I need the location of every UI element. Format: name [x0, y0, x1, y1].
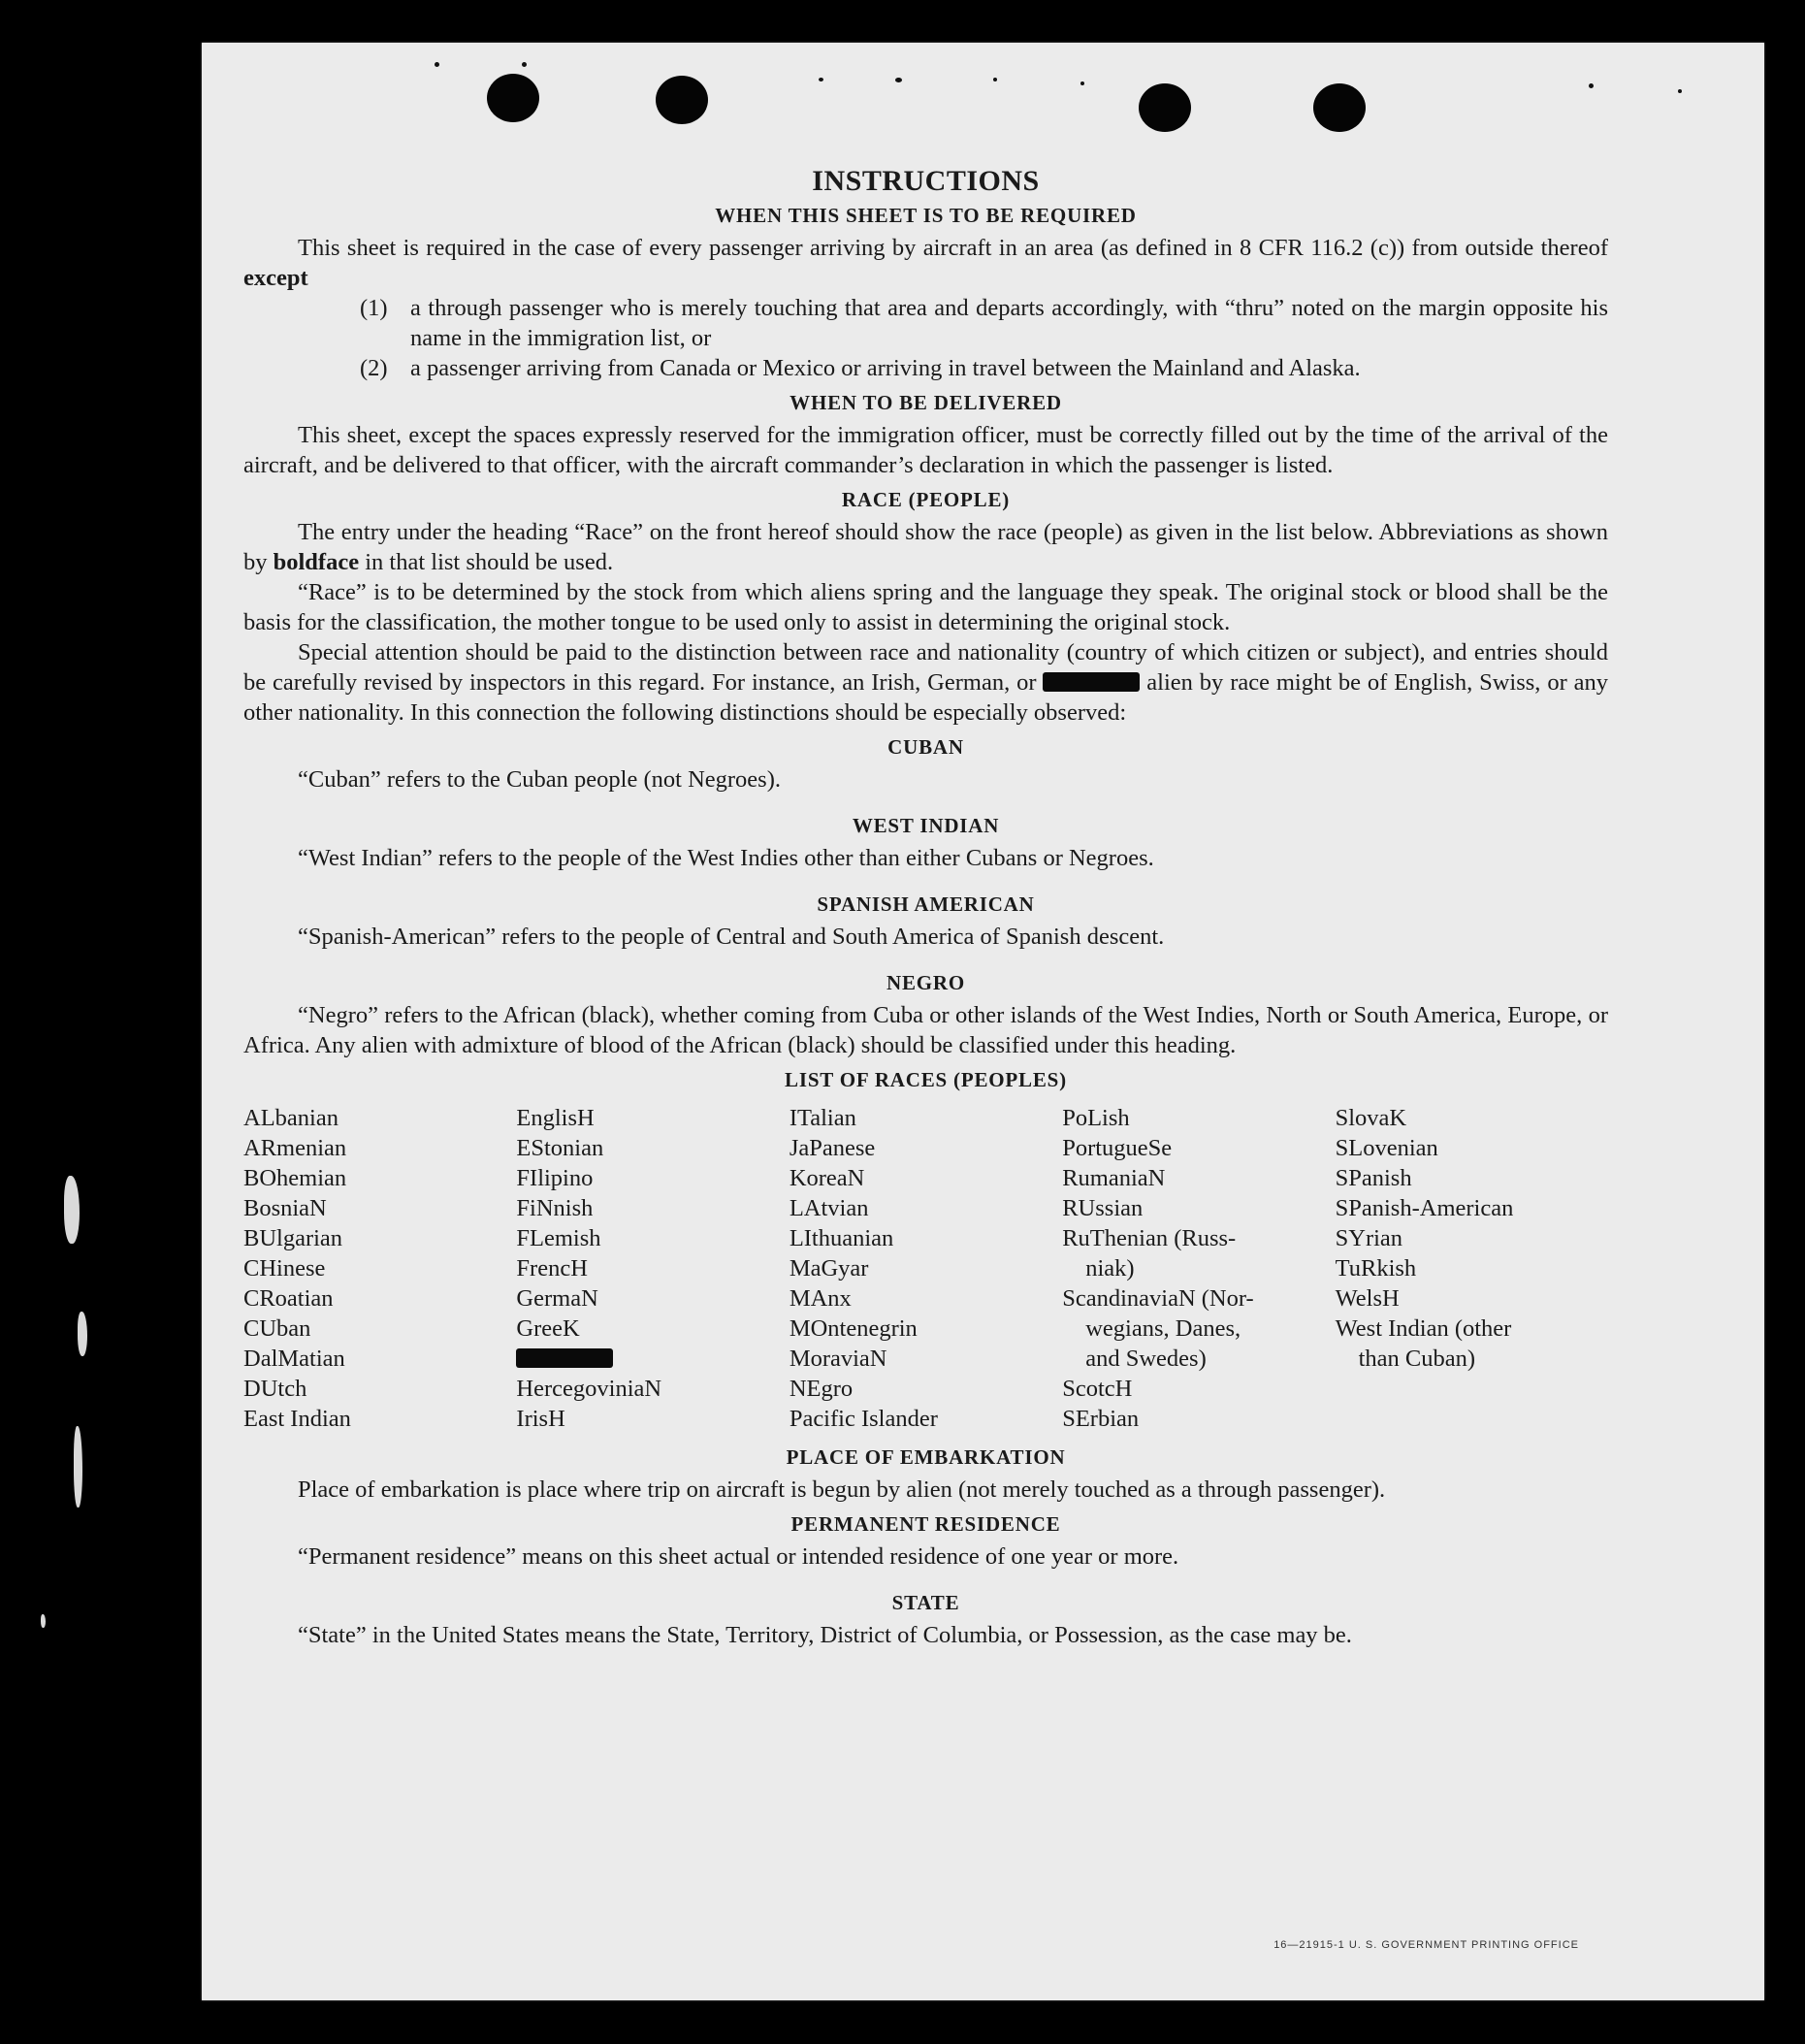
race-entry: LAtvian: [789, 1195, 869, 1221]
race-entry: GermaN: [516, 1285, 598, 1312]
race-entry: SLovenian: [1335, 1135, 1438, 1161]
race-entry: SYrian: [1335, 1225, 1403, 1251]
state-text: “State” in the United States means the State, Territory, District of Columbia, or Possession, as the case may be.: [298, 1622, 1352, 1648]
heading-negro: NEGRO: [886, 971, 965, 994]
speck: [435, 62, 439, 67]
film-scratch: [64, 1176, 80, 1244]
race-entry: CUban: [243, 1315, 311, 1342]
film-scratch: [41, 1614, 46, 1628]
speck: [522, 62, 527, 67]
cuban-text: “Cuban” refers to the Cuban people (not Negroes).: [298, 766, 781, 793]
race-paragraph-1: The entry under the heading “Race” on the front hereof should show the race (people) as given in the list below. Abbreviations as shown by boldface in that list should be used.: [243, 519, 1608, 575]
races-column: [243, 1103, 516, 1434]
race-entry: HercegoviniaN: [516, 1376, 662, 1402]
heading-delivered: WHEN TO BE DELIVERED: [790, 391, 1062, 414]
race-entry: MaGyar: [789, 1255, 869, 1282]
heading-spanish-american: SPANISH AMERICAN: [817, 892, 1035, 916]
race-entry: ARmenian: [243, 1135, 347, 1161]
race-entry: LIthuanian: [789, 1225, 894, 1251]
race-entry-redacted: [516, 1344, 789, 1374]
embarkation-text: Place of embarkation is place where trip on aircraft is begun by alien (not merely touched as a through passenger).: [298, 1476, 1386, 1503]
races-column: [790, 1103, 1062, 1434]
heading-list-of-races: LIST OF RACES (PEOPLES): [785, 1068, 1067, 1091]
race-entry: SPanish: [1335, 1165, 1412, 1191]
race-entry: RuThenian (Russ-: [1062, 1225, 1237, 1251]
film-scratch: [78, 1312, 87, 1356]
race-entry: FIlipino: [516, 1165, 594, 1191]
page-title: INSTRUCTIONS: [812, 165, 1040, 197]
race-entry: East Indian: [243, 1406, 351, 1432]
race-entry: CHinese: [243, 1255, 326, 1282]
required-item: (2) a passenger arriving from Canada or Mexico or arriving in travel between the Mainland and Alaska.: [360, 355, 1361, 381]
heading-state: STATE: [891, 1591, 960, 1614]
speck: [1678, 89, 1682, 93]
race-entry: ALbanian: [243, 1105, 338, 1131]
race-paragraph-3: Special attention should be paid to the distinction between race and nationality (country of which citizen or subject), and entries should be carefully revised by inspectors in this regard. For instance, an Irish, German, or alien by race might be of English, Swiss, or any other nationality. In this connection the following distinctions should be especially observed:: [243, 639, 1608, 726]
race-entry: WelsH: [1335, 1285, 1400, 1312]
race-entry: NEgro: [789, 1376, 854, 1402]
races-list: [243, 1103, 1608, 1434]
race-entry: SlovaK: [1335, 1105, 1407, 1131]
race-entry: Pacific Islander: [789, 1406, 938, 1432]
race-entry: EnglisH: [516, 1105, 595, 1131]
speck: [1080, 81, 1084, 85]
west-indian-text: “West Indian” refers to the people of the West Indies other than either Cubans or Negroes.: [298, 845, 1154, 871]
spanish-american-text: “Spanish-American” refers to the people of Central and South America of Spanish descent.: [298, 924, 1165, 950]
instructions-content: [243, 163, 1608, 1650]
race-entry: than Cuban): [1358, 1346, 1476, 1372]
race-entry: MoraviaN: [789, 1346, 887, 1372]
required-intro: This sheet is required in the case of every passenger arriving by aircraft in an area (as defined in 8 CFR 116.2 (c)) from outside thereof except: [243, 235, 1608, 291]
race-entry: SPanish-American: [1335, 1195, 1514, 1221]
race-entry: CRoatian: [243, 1285, 334, 1312]
race-entry: RumaniaN: [1062, 1165, 1166, 1191]
required-item: (1) a through passenger who is merely touching that area and departs accordingly, with “thru” noted on the margin opposite his name in the immigration list, or: [360, 295, 1608, 351]
race-entry: TuRkish: [1335, 1255, 1417, 1282]
race-entry: MOntenegrin: [789, 1315, 918, 1342]
race-entry: DalMatian: [243, 1346, 345, 1372]
race-entry: BUlgarian: [243, 1225, 343, 1251]
negro-text: “Negro” refers to the African (black), whether coming from Cuba or other islands of the West Indies, North or South America, Europe, or Africa. Any alien with admixture of blood of the African (black) should be classified under this heading.: [243, 1002, 1608, 1058]
race-entry: PortugueSe: [1062, 1135, 1173, 1161]
punch-hole: [487, 74, 539, 122]
residence-text: “Permanent residence” means on this sheet actual or intended residence of one year or more.: [298, 1543, 1179, 1570]
race-entry: DUtch: [243, 1376, 307, 1402]
redaction-mark: [1043, 672, 1140, 692]
delivered-text: This sheet, except the spaces expressly reserved for the immigration officer, must be correctly filled out by the time of the arrival of the aircraft, and be delivered to that officer, with the aircraft commander’s declaration in which the passenger is listed.: [243, 422, 1608, 478]
race-entry: FrencH: [516, 1255, 588, 1282]
race-entry: SErbian: [1062, 1406, 1140, 1432]
speck: [895, 78, 902, 82]
race-entry: wegians, Danes,: [1085, 1315, 1241, 1342]
race-entry: PoLish: [1062, 1105, 1130, 1131]
race-entry: JaPanese: [789, 1135, 876, 1161]
race-entry: EStonian: [516, 1135, 604, 1161]
redaction-mark: [516, 1348, 613, 1368]
heading-residence: PERMANENT RESIDENCE: [790, 1512, 1061, 1536]
heading-embarkation: PLACE OF EMBARKATION: [786, 1445, 1066, 1469]
race-entry: West Indian (other: [1335, 1315, 1512, 1342]
heading-race: RACE (PEOPLE): [841, 488, 1011, 511]
speck: [993, 78, 997, 81]
races-column: [1336, 1103, 1608, 1434]
race-entry: GreeK: [516, 1315, 580, 1342]
punch-hole: [1139, 83, 1191, 132]
document-sheet: [202, 43, 1764, 2000]
race-entry: and Swedes): [1085, 1346, 1207, 1372]
race-entry: BOhemian: [243, 1165, 347, 1191]
printing-office-footer: 16—21915-1 U. S. GOVERNMENT PRINTING OFFICE: [1273, 1939, 1579, 1951]
heading-required: WHEN THIS SHEET IS TO BE REQUIRED: [715, 204, 1137, 227]
race-entry: RUssian: [1062, 1195, 1144, 1221]
races-column: [516, 1103, 789, 1434]
race-entry: IrisH: [516, 1406, 565, 1432]
speck: [1589, 83, 1594, 88]
race-entry: ScotcH: [1062, 1376, 1133, 1402]
film-scratch: [74, 1426, 82, 1508]
race-entry: niak): [1085, 1255, 1135, 1282]
races-column: [1062, 1103, 1335, 1434]
punch-hole: [656, 76, 708, 124]
punch-hole: [1313, 83, 1366, 132]
speck: [819, 78, 823, 81]
race-entry: BosniaN: [243, 1195, 327, 1221]
race-entry: ITalian: [789, 1105, 856, 1131]
race-entry: ScandinaviaN (Nor-: [1062, 1285, 1254, 1312]
heading-west-indian: WEST INDIAN: [852, 814, 1000, 837]
race-entry: FiNnish: [516, 1195, 594, 1221]
race-paragraph-2: “Race” is to be determined by the stock from which aliens spring and the language they speak. The original stock or blood shall be the basis for the classification, the mother tongue to be used only to assist in determining the original stock.: [243, 579, 1608, 635]
race-entry: KoreaN: [789, 1165, 865, 1191]
heading-cuban: CUBAN: [887, 735, 964, 759]
race-entry: FLemish: [516, 1225, 601, 1251]
race-entry: MAnx: [789, 1285, 852, 1312]
